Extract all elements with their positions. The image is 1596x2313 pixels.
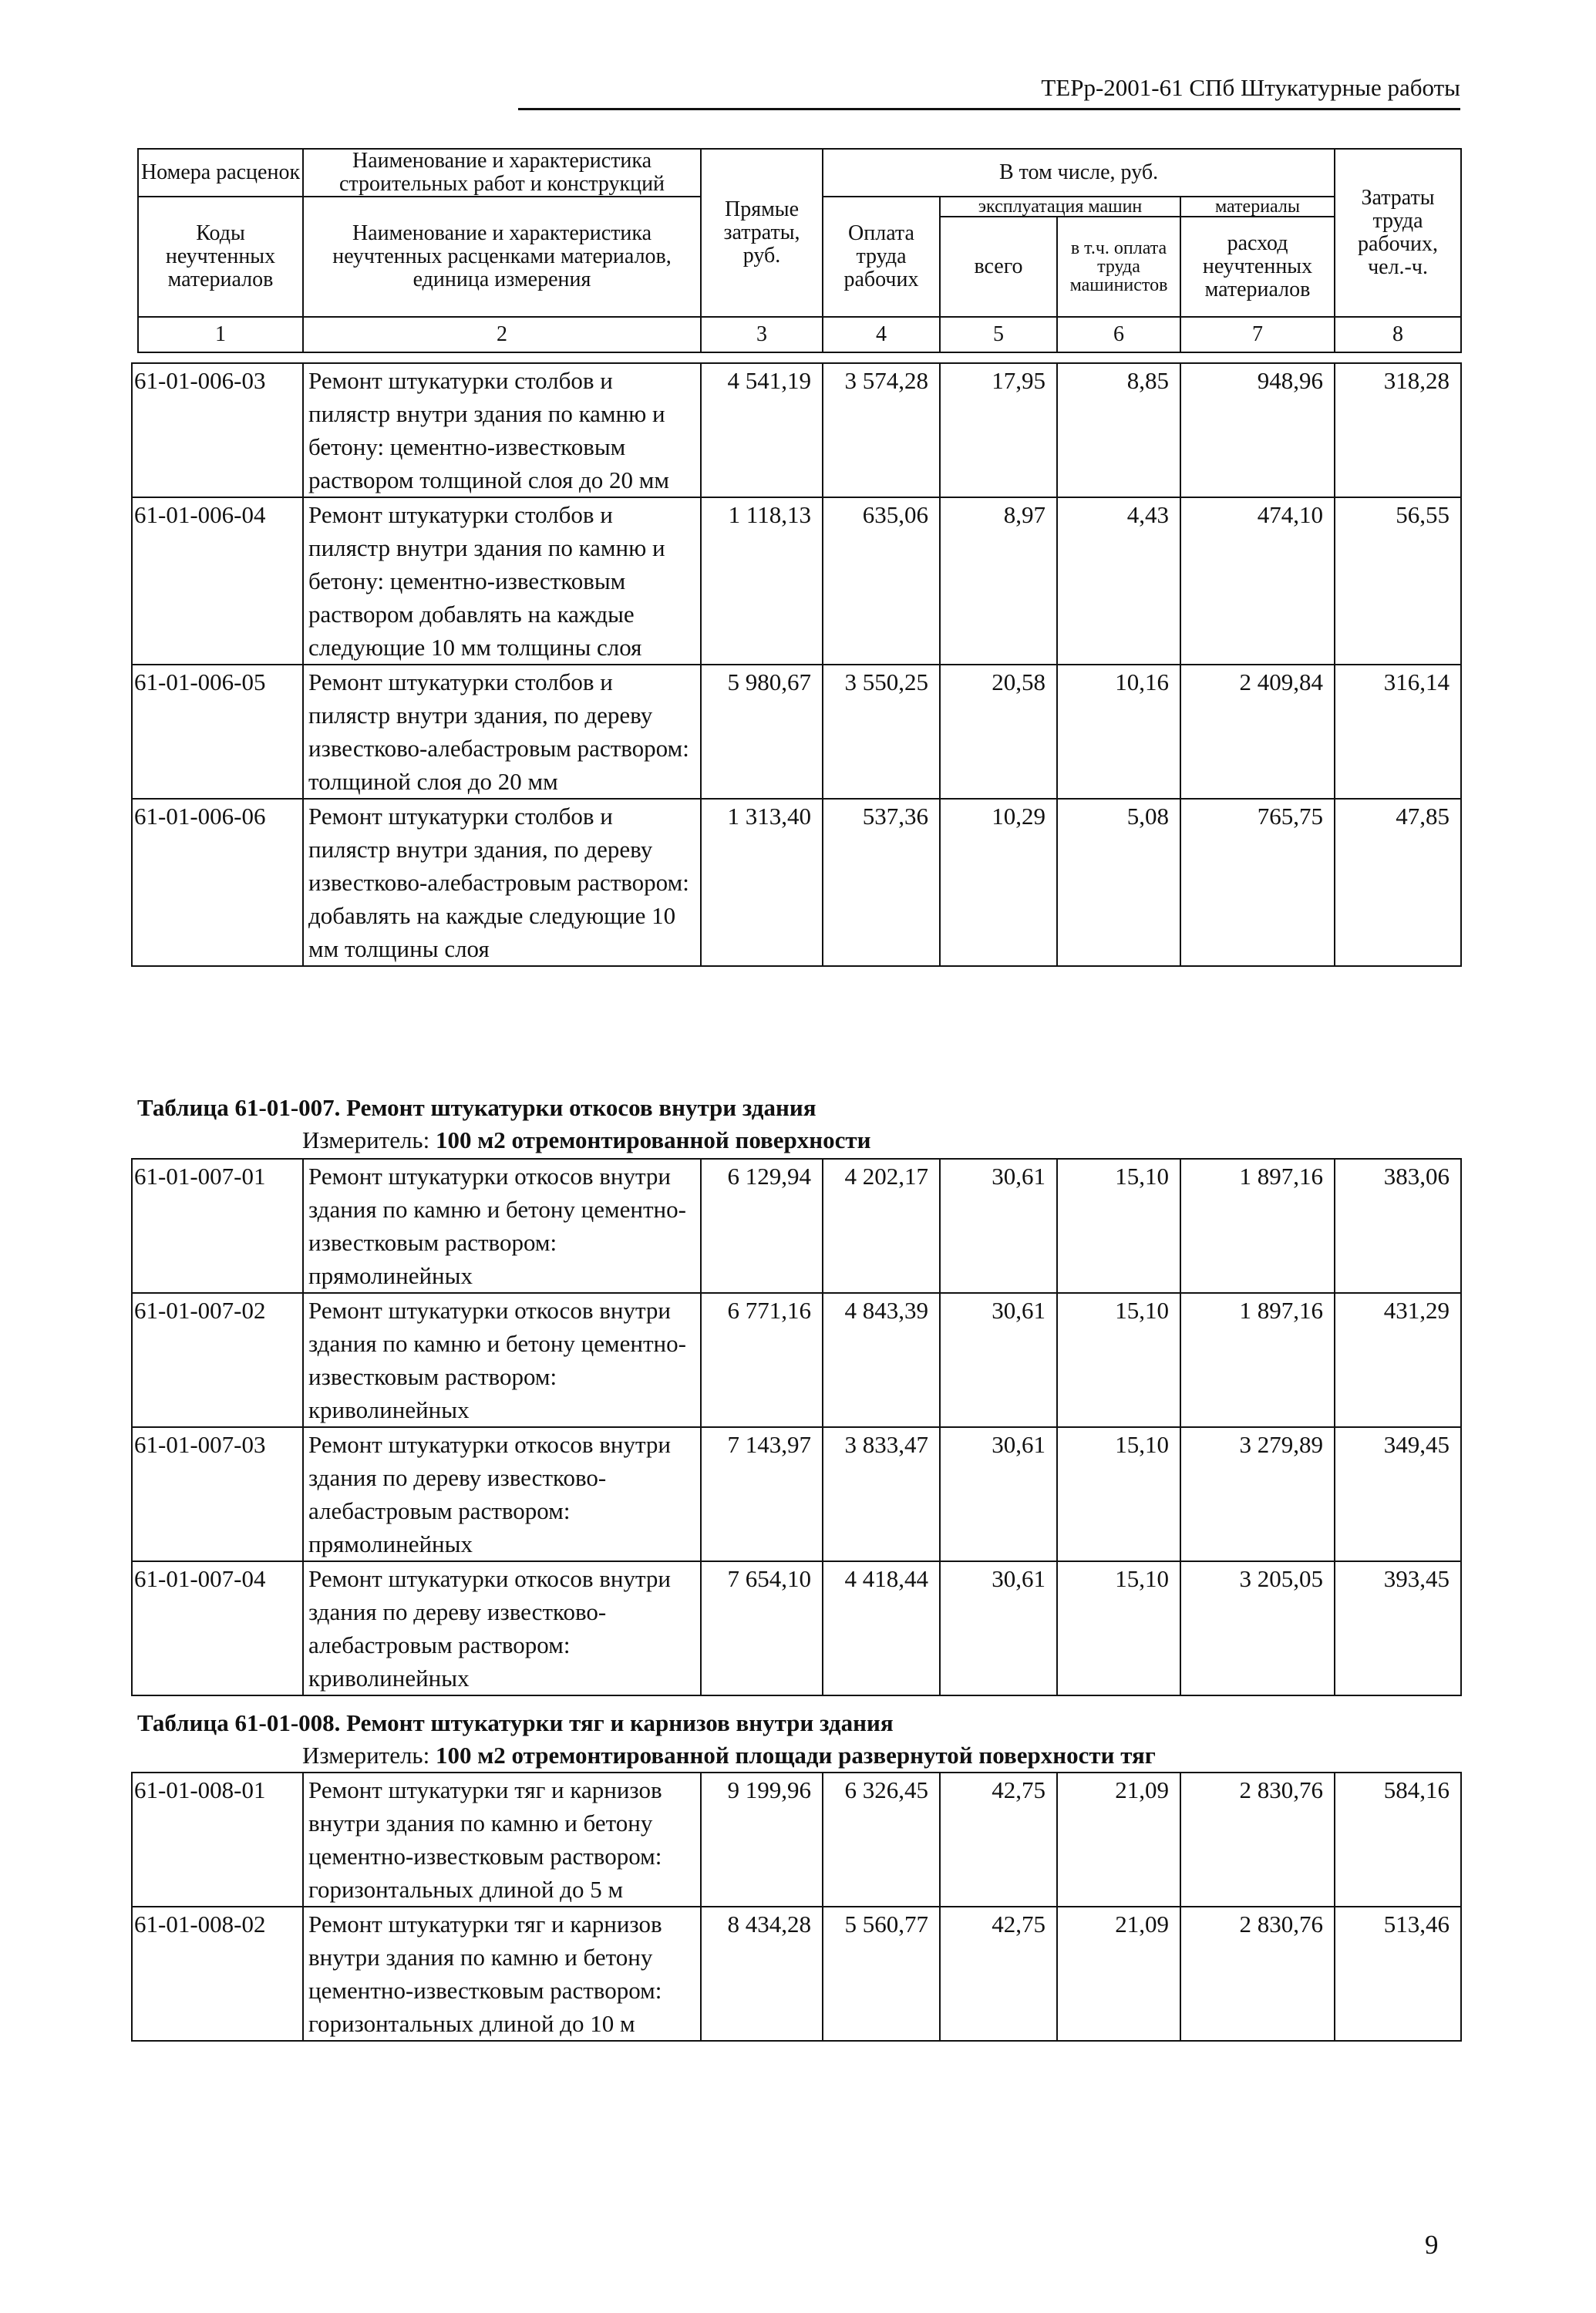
labor-hours: 318,28	[1335, 363, 1461, 497]
direct-costs: 7 143,97	[701, 1427, 823, 1561]
rate-code: 61-01-006-04	[132, 497, 303, 665]
col-number: 1	[138, 317, 303, 352]
machinist-pay: 4,43	[1057, 497, 1180, 665]
work-description: Ремонт штукатурки столбов и пилястр внутри здания по камню и бетону: цементно-известковым раствором толщиной слоя до 20 мм	[303, 363, 701, 497]
table-row	[132, 1773, 1461, 1907]
header-work-name: Наименование и характеристика строительных работ и конструкций	[303, 149, 701, 197]
rates-table-008	[131, 1772, 1462, 2042]
table-row	[132, 1159, 1461, 1293]
table-title-007: Таблица 61-01-007. Ремонт штукатурки откосов внутри здания	[137, 1094, 817, 1121]
header-labor-hours: Затраты труда рабочих, чел.-ч.	[1335, 149, 1461, 317]
machinist-pay: 10,16	[1057, 665, 1180, 799]
labor-hours: 349,45	[1335, 1427, 1461, 1561]
labor-pay: 3 574,28	[823, 363, 940, 497]
table-row	[132, 497, 1461, 665]
direct-costs: 8 434,28	[701, 1907, 823, 2041]
materials-cost: 948,96	[1180, 363, 1335, 497]
machine-costs: 10,29	[940, 799, 1057, 966]
header-machines: эксплуатация машин	[940, 197, 1180, 217]
labor-hours: 584,16	[1335, 1773, 1461, 1907]
rate-code: 61-01-006-05	[132, 665, 303, 799]
meter-label: Измеритель:	[302, 1742, 430, 1769]
col-number: 2	[303, 317, 701, 352]
machinist-pay: 21,09	[1057, 1773, 1180, 1907]
meter-value: 100 м2 отремонтированной площади развернутой поверхности тяг	[435, 1742, 1156, 1769]
rates-table-006	[131, 362, 1462, 967]
header-material-use: расход неучтенных материалов	[1180, 217, 1335, 317]
labor-hours: 47,85	[1335, 799, 1461, 966]
machine-costs: 30,61	[940, 1427, 1057, 1561]
labor-pay: 4 843,39	[823, 1293, 940, 1427]
rate-code: 61-01-007-03	[132, 1427, 303, 1561]
document-header: ТЕРр-2001-61 СПб Штукатурные работы	[1041, 74, 1460, 101]
table-row	[132, 1561, 1461, 1695]
col-number: 5	[940, 317, 1057, 352]
machine-costs: 30,61	[940, 1561, 1057, 1695]
header-rule	[518, 108, 1460, 110]
labor-pay: 6 326,45	[823, 1773, 940, 1907]
table-row	[132, 799, 1461, 966]
labor-hours: 393,45	[1335, 1561, 1461, 1695]
machine-costs: 42,75	[940, 1773, 1057, 1907]
machine-costs: 30,61	[940, 1293, 1057, 1427]
machine-costs: 20,58	[940, 665, 1057, 799]
machine-costs: 8,97	[940, 497, 1057, 665]
table-row	[132, 665, 1461, 799]
rate-code: 61-01-008-01	[132, 1773, 303, 1907]
col-number: 3	[701, 317, 823, 352]
table-title-008: Таблица 61-01-008. Ремонт штукатурки тяг и карнизов внутри здания	[137, 1709, 894, 1736]
labor-pay: 537,36	[823, 799, 940, 966]
rate-code: 61-01-007-04	[132, 1561, 303, 1695]
work-description: Ремонт штукатурки столбов и пилястр внутри здания, по дереву известково-алебастровым раствором: толщиной слоя до 20 мм	[303, 665, 701, 799]
work-description: Ремонт штукатурки тяг и карнизов внутри здания по камню и бетону цементно-известковым раствором: горизонтальных длиной до 5 м	[303, 1773, 701, 1907]
labor-hours: 56,55	[1335, 497, 1461, 665]
materials-cost: 3 279,89	[1180, 1427, 1335, 1561]
labor-pay: 3 550,25	[823, 665, 940, 799]
table-row	[132, 1907, 1461, 2041]
direct-costs: 1 118,13	[701, 497, 823, 665]
meter-label: Измеритель:	[302, 1126, 430, 1153]
materials-cost: 2 409,84	[1180, 665, 1335, 799]
work-description: Ремонт штукатурки столбов и пилястр внутри здания, по дереву известково-алебастровым раствором: добавлять на каждые следующие 10 мм толщины слоя	[303, 799, 701, 966]
direct-costs: 5 980,67	[701, 665, 823, 799]
header-labor-pay: Оплата труда рабочих	[823, 197, 940, 317]
table-row	[132, 363, 1461, 497]
work-description: Ремонт штукатурки столбов и пилястр внутри здания по камню и бетону: цементно-известковым раствором добавлять на каждые следующие 10 мм толщины слоя	[303, 497, 701, 665]
work-description: Ремонт штукатурки откосов внутри здания по дереву известково-алебастровым раствором: прямолинейных	[303, 1427, 701, 1561]
meter-value: 100 м2 отремонтированной поверхности	[435, 1126, 871, 1153]
header-codes: Номера расценок	[138, 149, 303, 197]
materials-cost: 3 205,05	[1180, 1561, 1335, 1695]
labor-pay: 3 833,47	[823, 1427, 940, 1561]
work-description: Ремонт штукатурки тяг и карнизов внутри здания по камню и бетону цементно-известковым раствором: горизонтальных длиной до 10 м	[303, 1907, 701, 2041]
rate-code: 61-01-007-01	[132, 1159, 303, 1293]
labor-pay: 4 418,44	[823, 1561, 940, 1695]
rate-code: 61-01-006-06	[132, 799, 303, 966]
direct-costs: 4 541,19	[701, 363, 823, 497]
materials-cost: 1 897,16	[1180, 1293, 1335, 1427]
direct-costs: 6 771,16	[701, 1293, 823, 1427]
machinist-pay: 21,09	[1057, 1907, 1180, 2041]
table-meter-008	[302, 1741, 1156, 1770]
work-description: Ремонт штукатурки откосов внутри здания по дереву известково-алебастровым раствором: криволинейных	[303, 1561, 701, 1695]
machine-costs: 42,75	[940, 1907, 1057, 2041]
col-number: 4	[823, 317, 940, 352]
header-materials: материалы	[1180, 197, 1335, 217]
rates-table-007	[131, 1158, 1462, 1696]
machine-costs: 17,95	[940, 363, 1057, 497]
machinist-pay: 15,10	[1057, 1561, 1180, 1695]
labor-hours: 431,29	[1335, 1293, 1461, 1427]
col-number: 7	[1180, 317, 1335, 352]
direct-costs: 9 199,96	[701, 1773, 823, 1907]
column-header-table	[137, 148, 1462, 353]
labor-pay: 4 202,17	[823, 1159, 940, 1293]
materials-cost: 2 830,76	[1180, 1773, 1335, 1907]
materials-cost: 765,75	[1180, 799, 1335, 966]
work-description: Ремонт штукатурки откосов внутри здания по камню и бетону цементно-известковым раствором: прямолинейных	[303, 1159, 701, 1293]
labor-pay: 635,06	[823, 497, 940, 665]
table-meter-007	[302, 1126, 871, 1155]
labor-hours: 383,06	[1335, 1159, 1461, 1293]
materials-cost: 2 830,76	[1180, 1907, 1335, 2041]
header-machines-total: всего	[940, 217, 1057, 317]
col-number: 6	[1057, 317, 1180, 352]
direct-costs: 7 654,10	[701, 1561, 823, 1695]
header-material-codes: Коды неучтенных материалов	[138, 197, 303, 317]
direct-costs: 6 129,94	[701, 1159, 823, 1293]
work-description: Ремонт штукатурки откосов внутри здания по камню и бетону цементно-известковым раствором: криволинейных	[303, 1293, 701, 1427]
machinist-pay: 8,85	[1057, 363, 1180, 497]
direct-costs: 1 313,40	[701, 799, 823, 966]
table-row	[132, 1427, 1461, 1561]
machine-costs: 30,61	[940, 1159, 1057, 1293]
rate-code: 61-01-006-03	[132, 363, 303, 497]
materials-cost: 474,10	[1180, 497, 1335, 665]
table-row	[132, 1293, 1461, 1427]
machinist-pay: 15,10	[1057, 1293, 1180, 1427]
labor-hours: 316,14	[1335, 665, 1461, 799]
rate-code: 61-01-007-02	[132, 1293, 303, 1427]
labor-pay: 5 560,77	[823, 1907, 940, 2041]
page-number: 9	[1425, 2230, 1439, 2260]
machinist-pay: 15,10	[1057, 1427, 1180, 1561]
col-number: 8	[1335, 317, 1461, 352]
rate-code: 61-01-008-02	[132, 1907, 303, 2041]
header-direct-costs: Прямые затраты, руб.	[701, 149, 823, 317]
machinist-pay: 15,10	[1057, 1159, 1180, 1293]
materials-cost: 1 897,16	[1180, 1159, 1335, 1293]
header-machinist-pay: в т.ч. оплата труда машинистов	[1057, 217, 1180, 317]
labor-hours: 513,46	[1335, 1907, 1461, 2041]
machinist-pay: 5,08	[1057, 799, 1180, 966]
header-material-name: Наименование и характеристика неучтенных расценками материалов, единица измерения	[303, 197, 701, 317]
header-including: В том числе, руб.	[823, 149, 1335, 197]
